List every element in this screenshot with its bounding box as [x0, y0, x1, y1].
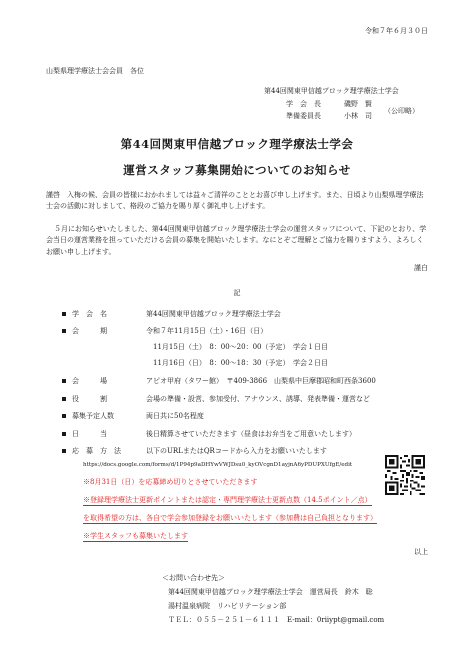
recipient: 山梨県理学療法士会会員 各位 [46, 67, 144, 75]
note-students: ※学生スタッフも募集いたします [83, 532, 188, 540]
title-line-2: 運営スタッフ募集開始についてのお知らせ [123, 163, 351, 177]
schedule-day-2: 11月16日（日） 8：00～18：30（予定） 学会２日目 [153, 359, 328, 367]
schedule-day-1: 11月15日（土） 8：00～20：00（予定） 学会１日目 [153, 343, 328, 351]
note-points-2: を取得希望の方は、各自で学会参加登録をお願いいたします（参加費は自己負担となります） [83, 514, 377, 522]
item-value: 両日共に50名程度 [146, 412, 204, 420]
closing-word: 謹白 [414, 264, 428, 272]
ki-heading: 記 [233, 289, 241, 297]
item-label: 会 期 [72, 327, 107, 335]
bullet-icon [62, 397, 66, 401]
contact-line-1: 第44回関東甲信越ブロック理学療法士学会 運営局長 鈴木 聡 [168, 588, 373, 596]
committee-name: 小林 司 [344, 112, 372, 120]
bullet-icon [62, 449, 66, 453]
contact-line-3: ＴＥＬ：０５５－２５１－６１１１ E-mail：0riiypt@gmail.com [168, 616, 385, 624]
item-value: 第44回関東甲信越ブロック理学療法士学会 [146, 310, 281, 318]
bullet-icon [62, 414, 66, 418]
end-word: 以上 [414, 548, 428, 556]
item-label: 役 割 [72, 395, 107, 403]
apply-url-link[interactable]: https://docs.google.com/forms/d/1P94p9aDHYwVWJDsu0_kyOVcgnD1ayjnA6yPDUPXUfgE/edit [83, 462, 353, 468]
item-label: 学 会 名 [72, 310, 107, 318]
bullet-icon [62, 432, 66, 436]
contact-line-2: 湯村温泉病院 リハビリテーション部 [168, 602, 287, 610]
item-value: 会場の準備・設営、参加受付、アナウンス、誘導、発表準備・運営など [146, 395, 370, 403]
item-value: 後日精算させていただきます（昼食はお弁当をご用意いたします） [146, 430, 356, 438]
contact-header: ＜お問い合わせ先＞ [162, 574, 225, 582]
note-deadline: ※8月31日（日）を応募締め切りとさせていただきます [83, 478, 258, 486]
item-label: 会 場 [72, 377, 107, 385]
bullet-icon [62, 379, 66, 383]
bullet-icon [62, 329, 66, 333]
item-label: 応 募 方 法 [72, 447, 121, 455]
item-label: 日 当 [72, 430, 107, 438]
committee-role: 準備委員長 [286, 112, 321, 120]
item-label: 募集予定人数 [72, 412, 114, 420]
bullet-icon [62, 312, 66, 316]
seal-note: （公印略） [384, 107, 419, 115]
body-paragraph-1: 謹啓 入梅の候、会員の皆様におかれましては益々ご清祥のこととお喜び申し上げます。また、日頃より山梨県理学療法士会の活動に対しまして、格段のご協力を賜り厚く御礼申し上げます。 [46, 191, 424, 211]
sender-org: 第44回関東甲信越ブロック理学療法士学会 [264, 87, 399, 95]
document-date: 令和７年６月３０日 [365, 27, 428, 35]
item-value: 令和７年11月15日（土）・16日（日） [146, 327, 268, 335]
item-value: アピオ甲府（タワー館） 〒409-3866 山梨県中巨摩郡昭和町西条3600 [146, 377, 376, 385]
president-role: 学 会 長 [286, 100, 321, 108]
title-line-1: 第44回関東甲信越ブロック理学療法士学会 [120, 137, 354, 151]
body-paragraph-2: ５月にお知らせいたしました、第44回関東甲信越ブロック理学療法士学会の運営スタッフについて、下記のとおり、学会当日の運営業務を担っていただける会員の募集を開始いたします。なにとぞご理解とご協力を賜りますよう、よろしくお願い申し上げます。 [46, 225, 427, 256]
president-name: 磯野 賢 [344, 100, 372, 108]
item-value: 以下のURLまたはQRコードから入力をお願いいたします [146, 447, 327, 455]
note-points-1: ※登録理学療法士更新ポイントまたは認定・専門理学療法士更新点数（14.5ポイント／点） [83, 496, 372, 504]
qr-code-icon[interactable] [385, 455, 425, 495]
